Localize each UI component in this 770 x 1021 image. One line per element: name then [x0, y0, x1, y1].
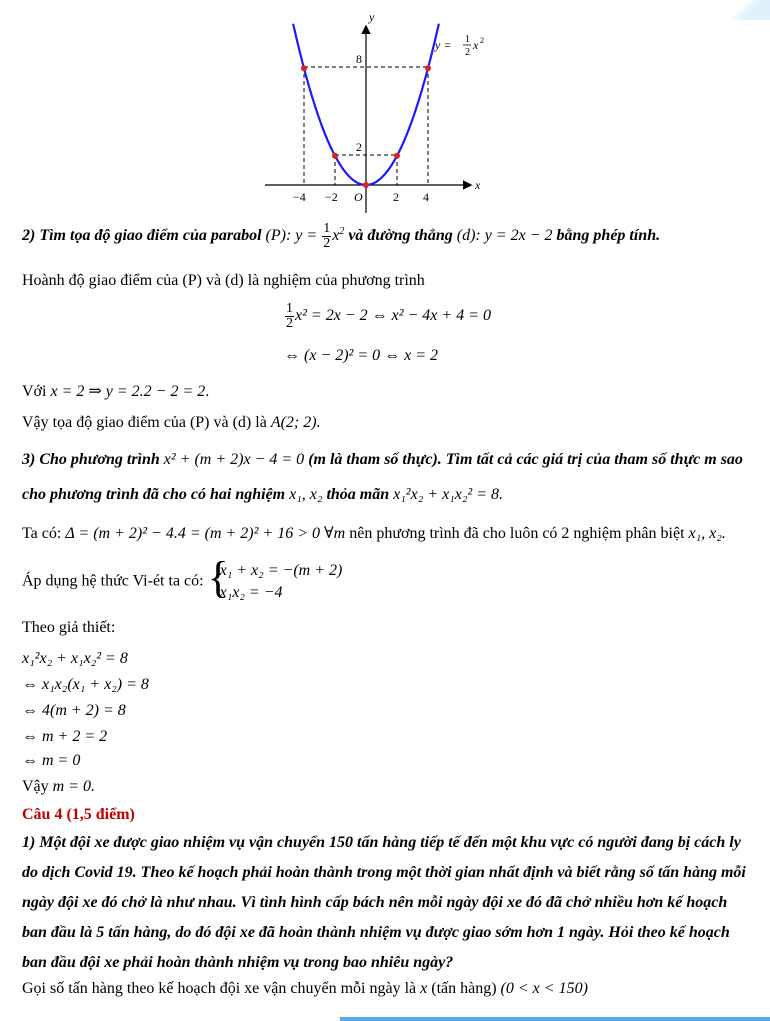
- step-4: ⇔ m + 2 = 2: [22, 728, 108, 745]
- function-label-var: x: [473, 38, 479, 52]
- x-axis-label: x: [475, 178, 481, 192]
- vieta-system: { x₁ + x₂ = −(m + 2) x₁x₂ = −4: [207, 553, 343, 602]
- part2-title: 2) Tìm tọa độ giao điểm của parabol (P): y = $\frac{1}{2}$ $x^2$ và đường thẳng (d): y = 2x − 2 bằng phép tính.: [22, 221, 661, 251]
- vieta-line: Áp dụng hệ thức Vi-ét ta có: { x₁ + x₂ = −(m + 2) x₁x₂ = −4: [22, 553, 343, 602]
- tick-label-neg4: −4: [293, 190, 306, 204]
- given-label: Theo giả thiết:: [22, 619, 116, 636]
- part3-title-line2: cho phương trình đã cho có hai nghiệm x₁, x₂ thỏa mãn x₁²x₂ + x₁x₂² = 8.: [22, 486, 503, 503]
- function-label-num: 1: [465, 34, 470, 45]
- graph-point-1: [332, 153, 338, 159]
- part2-conclusion: Vậy tọa độ giao điểm của (P) và (d) là A(2; 2).: [22, 414, 321, 431]
- graph-point-4: [425, 65, 431, 71]
- tick-label-x2: 2: [393, 190, 399, 204]
- q4-paragraph-line4: ban đầu là 5 tấn hàng, do đó đội xe đã hoàn thành nhiệm vụ được giao sớm hơn 1 ngày. Hỏi theo kế hoạch: [22, 924, 730, 941]
- function-label-exp: 2: [480, 36, 484, 45]
- delta-line: Ta có: Δ = (m + 2)² − 4.4 = (m + 2)² + 16 > 0 ∀m nên phương trình đã cho luôn có 2 nghiệm phân biệt x₁, x₂.: [22, 525, 726, 542]
- tick-label-8: 8: [356, 52, 362, 66]
- part3-title-line1: 3) Cho phương trình x² + (m + 2)x − 4 = 0 (m là tham số thực). Tìm tất cả các giá trị của tham số thực m sao: [22, 451, 743, 468]
- q4-paragraph-line1: 1) Một đội xe được giao nhiệm vụ vận chuyển 150 tấn hàng tiếp tế đến một khu vực có người đang bị cách ly: [22, 834, 741, 851]
- origin-label: O: [354, 190, 363, 204]
- q4-setup-line: Gọi số tấn hàng theo kế hoạch đội xe vận chuyển mỗi ngày là x (tấn hàng) (0 < x < 150): [22, 980, 588, 997]
- step-3: ⇔ 4(m + 2) = 8: [22, 702, 126, 719]
- footer-bar: [340, 1017, 770, 1021]
- q4-paragraph-line2: do dịch Covid 19. Theo kế hoạch phải hoàn thành trong một thời gian nhất định và biết rằng số tấn hàng mỗi: [22, 864, 746, 881]
- tick-label-4: 4: [423, 190, 429, 204]
- equation-2: ⇔ (x − 2)² = 0 ⇔ x = 2: [284, 347, 439, 364]
- tick-label-neg2: −2: [325, 190, 338, 204]
- function-label-den: 2: [465, 47, 470, 58]
- corner-decoration: [720, 0, 770, 20]
- part2-intro: Hoành độ giao điểm của (P) và (d) là nghiệm của phương trình: [22, 272, 425, 289]
- tick-label-y2: 2: [356, 140, 362, 154]
- graph-point-2: [363, 182, 369, 188]
- parabola-graph: [255, 5, 515, 215]
- part3-final: Vậy m = 0.: [22, 778, 96, 795]
- function-label-prefix: y =: [435, 38, 452, 52]
- with-line: Với x = 2 ⇒ y = 2.2 − 2 = 2.: [22, 383, 210, 400]
- graph-point-3: [394, 153, 400, 159]
- equation-1: $\frac{1}{2}$ x² = 2x − 2 ⇔ x² − 4x + 4 = 0: [286, 301, 491, 331]
- q4-paragraph-line5: ban đầu đội xe phải hoàn thành nhiệm vụ trong bao nhiêu ngày?: [22, 954, 454, 971]
- step-5: ⇔ m = 0: [22, 752, 81, 769]
- q4-paragraph-line3: ngày đội xe đó chở là như nhau. Vì tình hình cấp bách nên mỗi ngày đội xe đó đã chở nhiều hơn kế hoạch: [22, 894, 728, 911]
- question-4-heading: Câu 4 (1,5 điểm): [22, 806, 135, 823]
- step-1: x₁²x₂ + x₁x₂² = 8: [22, 650, 128, 667]
- step-2: ⇔ x₁x₂(x₁ + x₂) = 8: [22, 676, 149, 693]
- y-axis-label: y: [369, 10, 375, 24]
- graph-point-0: [301, 65, 307, 71]
